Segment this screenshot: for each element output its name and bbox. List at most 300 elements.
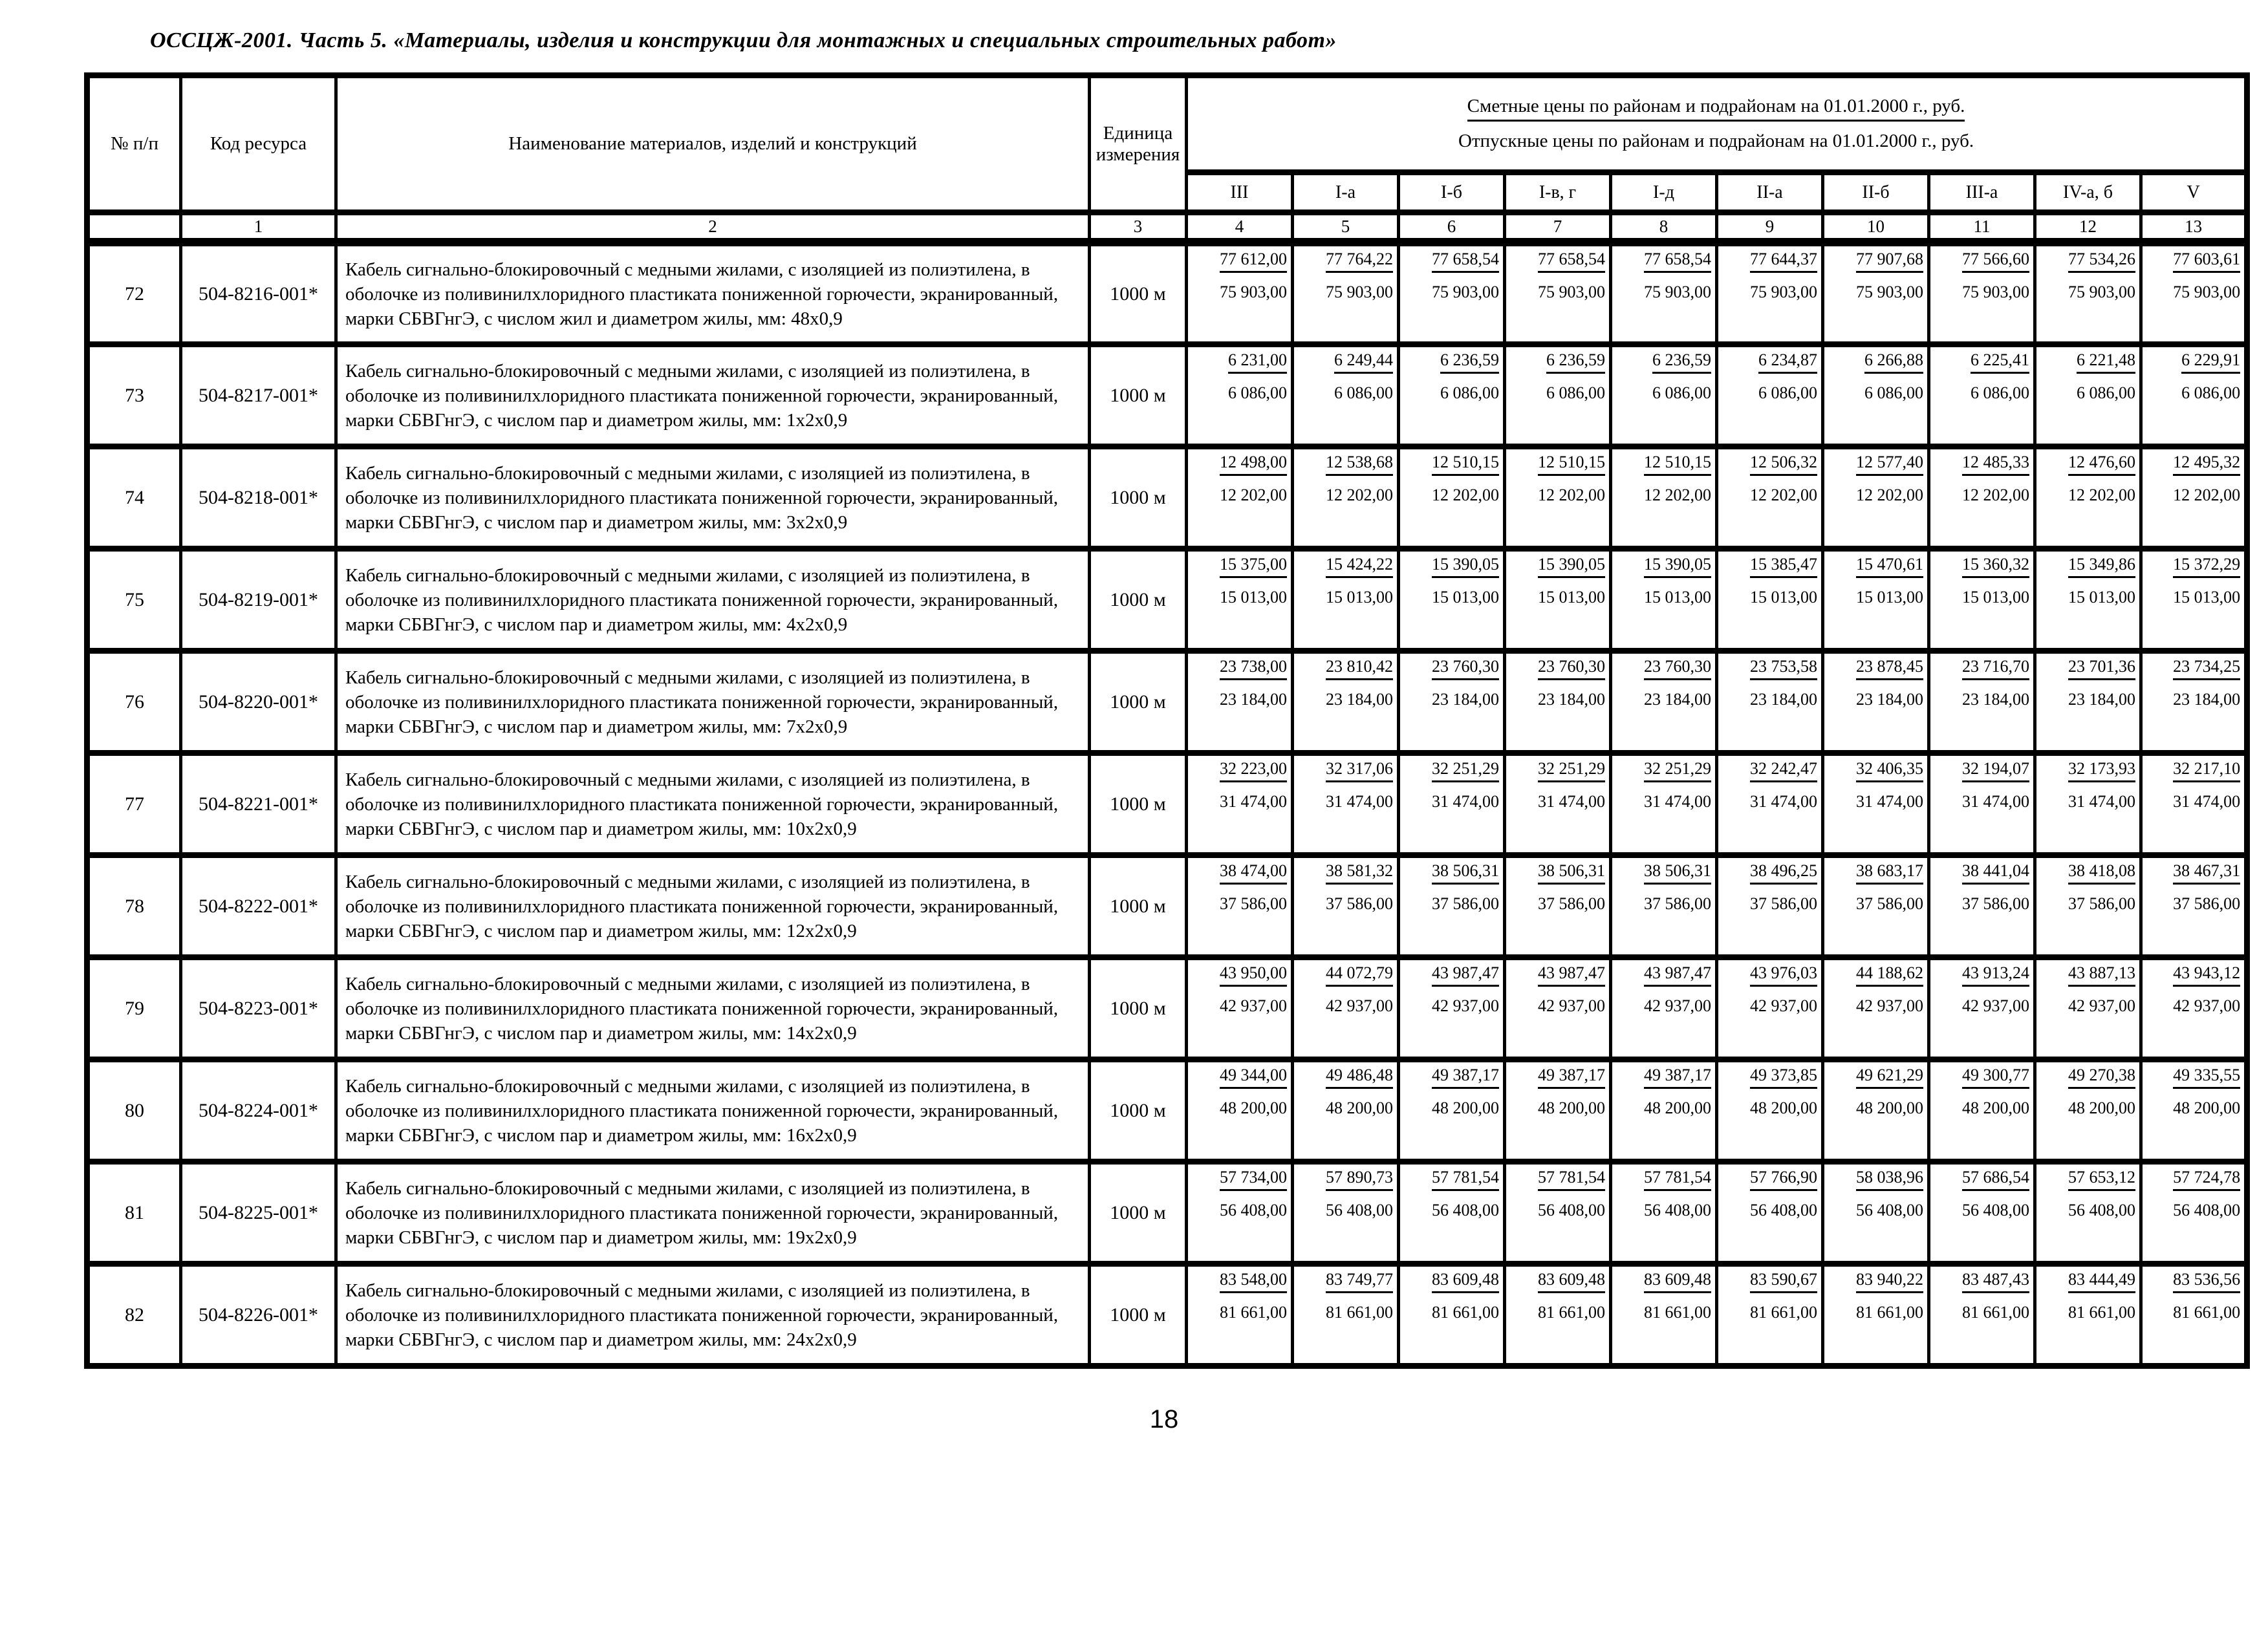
release-price: 37 586,00 xyxy=(1220,894,1287,913)
price-cell xyxy=(1293,345,1399,447)
release-price: 6 086,00 xyxy=(1546,383,1605,402)
price-cell xyxy=(2035,447,2141,549)
table-row xyxy=(87,1264,2247,1366)
release-price: 56 408,00 xyxy=(1644,1201,1711,1219)
estimate-price: 38 683,17 xyxy=(1856,861,1923,885)
release-price: 37 586,00 xyxy=(1326,894,1393,913)
table-row xyxy=(87,345,2247,447)
estimate-price: 49 387,17 xyxy=(1538,1066,1605,1089)
estimate-price: 15 349,86 xyxy=(2068,555,2135,578)
release-price: 42 937,00 xyxy=(1856,996,1923,1015)
price-cell xyxy=(1293,1264,1399,1366)
estimate-price: 77 566,60 xyxy=(1962,250,2029,273)
price-cell xyxy=(1929,958,2035,1060)
estimate-price: 57 653,12 xyxy=(2068,1168,2135,1191)
estimate-price: 49 344,00 xyxy=(1220,1066,1287,1089)
price-cell xyxy=(1399,753,1505,855)
release-price: 56 408,00 xyxy=(1432,1201,1499,1219)
table-row xyxy=(87,447,2247,549)
release-price: 31 474,00 xyxy=(1326,792,1393,811)
estimate-price: 83 444,49 xyxy=(2068,1270,2135,1293)
table-row xyxy=(87,753,2247,855)
district-header: III-а xyxy=(1929,173,2035,213)
row-number-cell: 73 xyxy=(87,345,181,447)
price-cell xyxy=(2035,242,2141,345)
release-price: 12 202,00 xyxy=(2173,486,2241,504)
estimate-price: 77 658,54 xyxy=(1644,250,1711,273)
material-description-cell: Кабель сигнально-блокировочный с медными жилами, с изоляцией из полиэтилена, в оболочке из поливинилхлоридного пластиката пониженной горючести, экранированный, марки СБВГнгЭ, с числом пар и диаметром жилы, мм: 16х2х0,9 xyxy=(336,1060,1090,1162)
column-number-cell: 7 xyxy=(1505,213,1611,242)
release-prices-title: Отпускные цены по районам и подрайонам на 01.01.2000 г., руб. xyxy=(1458,131,1974,151)
price-cell xyxy=(1293,958,1399,1060)
estimate-price: 15 390,05 xyxy=(1432,555,1499,578)
release-price: 12 202,00 xyxy=(1856,486,1923,504)
estimate-price: 43 950,00 xyxy=(1220,963,1287,987)
price-cell xyxy=(1717,958,1823,1060)
estimate-price: 43 887,13 xyxy=(2068,963,2135,987)
release-price: 42 937,00 xyxy=(1326,996,1393,1015)
estimate-price: 77 644,37 xyxy=(1750,250,1817,273)
estimate-price: 15 424,22 xyxy=(1326,555,1393,578)
release-price: 23 184,00 xyxy=(2068,690,2135,709)
release-price: 37 586,00 xyxy=(1644,894,1711,913)
price-cell xyxy=(2035,1060,2141,1162)
release-price: 48 200,00 xyxy=(2068,1099,2135,1117)
district-header: IV-а, б xyxy=(2035,173,2141,213)
price-cell xyxy=(1293,1060,1399,1162)
price-cell xyxy=(1187,651,1293,753)
price-cell xyxy=(1399,242,1505,345)
estimate-price: 32 223,00 xyxy=(1220,759,1287,782)
price-cell xyxy=(1823,345,1929,447)
price-cell xyxy=(1611,549,1717,651)
district-header: I-д xyxy=(1611,173,1717,213)
estimate-price: 12 510,15 xyxy=(1644,453,1711,476)
estimate-price: 15 470,61 xyxy=(1856,555,1923,578)
price-cell xyxy=(2141,855,2247,958)
row-number-cell: 74 xyxy=(87,447,181,549)
release-price: 48 200,00 xyxy=(2173,1099,2241,1117)
release-price: 31 474,00 xyxy=(1962,792,2029,811)
unit-cell: 1000 м xyxy=(1090,651,1187,753)
estimate-price: 38 467,31 xyxy=(2173,861,2240,885)
estimate-price: 6 249,44 xyxy=(1334,350,1393,374)
unit-cell: 1000 м xyxy=(1090,1060,1187,1162)
district-header: II-а xyxy=(1717,173,1823,213)
release-price: 23 184,00 xyxy=(1856,690,1923,709)
price-cell xyxy=(1293,651,1399,753)
material-description-cell: Кабель сигнально-блокировочный с медными жилами, с изоляцией из полиэтилена, в оболочке из поливинилхлоридного пластиката пониженной горючести, экранированный, марки СБВГнгЭ, с числом жил и диаметром жилы, мм: 48х0,9 xyxy=(336,242,1090,345)
price-cell xyxy=(1823,753,1929,855)
release-price: 15 013,00 xyxy=(2173,588,2241,607)
price-cell xyxy=(2141,1264,2247,1366)
estimate-price: 6 234,87 xyxy=(1758,350,1817,374)
material-description-cell: Кабель сигнально-блокировочный с медными жилами, с изоляцией из полиэтилена, в оболочке из поливинилхлоридного пластиката пониженной горючести, экранированный, марки СБВГнгЭ, с числом пар и диаметром жилы, мм: 24х2х0,9 xyxy=(336,1264,1090,1366)
price-cell xyxy=(1293,855,1399,958)
price-cell xyxy=(1293,1162,1399,1264)
estimate-price: 38 496,25 xyxy=(1750,861,1817,885)
estimate-price: 15 390,05 xyxy=(1538,555,1605,578)
estimate-price: 83 609,48 xyxy=(1538,1270,1605,1293)
release-price: 15 013,00 xyxy=(1750,588,1817,607)
release-price: 12 202,00 xyxy=(1326,486,1393,504)
price-cell xyxy=(1505,753,1611,855)
release-price: 31 474,00 xyxy=(2173,792,2241,811)
estimate-price: 49 270,38 xyxy=(2068,1066,2135,1089)
estimate-price: 57 724,78 xyxy=(2173,1168,2240,1191)
price-cell xyxy=(1187,958,1293,1060)
estimate-price: 83 940,22 xyxy=(1856,1270,1923,1293)
release-price: 23 184,00 xyxy=(1538,690,1605,709)
release-price: 6 086,00 xyxy=(2077,383,2135,402)
price-cell xyxy=(1611,651,1717,753)
price-cell xyxy=(1717,651,1823,753)
unit-cell: 1000 м xyxy=(1090,1264,1187,1366)
estimate-prices-title: Сметные цены по районам и подрайонам на 01.01.2000 г., руб. xyxy=(1467,96,1965,122)
price-cell xyxy=(1929,1264,2035,1366)
estimate-price: 38 418,08 xyxy=(2068,861,2135,885)
estimate-price: 32 217,10 xyxy=(2173,759,2240,782)
release-price: 81 661,00 xyxy=(1220,1303,1287,1322)
unit-cell: 1000 м xyxy=(1090,447,1187,549)
price-cell xyxy=(1611,1162,1717,1264)
price-cell xyxy=(1929,1060,2035,1162)
price-cell xyxy=(1611,958,1717,1060)
material-description-cell: Кабель сигнально-блокировочный с медными жилами, с изоляцией из полиэтилена, в оболочке из поливинилхлоридного пластиката пониженной горючести, экранированный, марки СБВГнгЭ, с числом пар и диаметром жилы, мм: 7х2х0,9 xyxy=(336,651,1090,753)
price-cell xyxy=(1399,651,1505,753)
price-cell xyxy=(1929,345,2035,447)
price-cell xyxy=(2141,753,2247,855)
price-cell xyxy=(1187,855,1293,958)
estimate-price: 12 498,00 xyxy=(1220,453,1287,476)
column-number-cell: 2 xyxy=(336,213,1090,242)
col-header-name: Наименование материалов, изделий и конструкций xyxy=(336,76,1090,213)
unit-cell: 1000 м xyxy=(1090,958,1187,1060)
release-price: 31 474,00 xyxy=(1220,792,1287,811)
estimate-price: 77 658,54 xyxy=(1538,250,1605,273)
unit-cell: 1000 м xyxy=(1090,549,1187,651)
price-cell xyxy=(1399,447,1505,549)
table-row xyxy=(87,651,2247,753)
price-cell xyxy=(1823,549,1929,651)
price-cell xyxy=(1929,855,2035,958)
material-description-cell: Кабель сигнально-блокировочный с медными жилами, с изоляцией из полиэтилена, в оболочке из поливинилхлоридного пластиката пониженной горючести, экранированный, марки СБВГнгЭ, с числом пар и диаметром жилы, мм: 4х2х0,9 xyxy=(336,549,1090,651)
table-row xyxy=(87,855,2247,958)
estimate-price: 12 506,32 xyxy=(1750,453,1817,476)
resource-code-cell: 504-8216-001* xyxy=(181,242,336,345)
release-price: 23 184,00 xyxy=(1644,690,1711,709)
price-cell xyxy=(1823,1162,1929,1264)
estimate-price: 83 487,43 xyxy=(1962,1270,2029,1293)
estimate-price: 83 548,00 xyxy=(1220,1270,1287,1293)
price-cell xyxy=(1611,753,1717,855)
column-number-cell: 5 xyxy=(1293,213,1399,242)
price-cell xyxy=(1399,549,1505,651)
release-price: 31 474,00 xyxy=(1750,792,1817,811)
release-price: 48 200,00 xyxy=(1750,1099,1817,1117)
price-cell xyxy=(1929,242,2035,345)
estimate-price: 44 188,62 xyxy=(1856,963,1923,987)
release-price: 81 661,00 xyxy=(1326,1303,1393,1322)
release-price: 42 937,00 xyxy=(1538,996,1605,1015)
estimate-price: 83 609,48 xyxy=(1432,1270,1499,1293)
release-price: 23 184,00 xyxy=(1220,690,1287,709)
price-cell xyxy=(1399,855,1505,958)
district-header: III xyxy=(1187,173,1293,213)
price-cell xyxy=(2035,345,2141,447)
price-cell xyxy=(1187,242,1293,345)
release-price: 15 013,00 xyxy=(1326,588,1393,607)
estimate-price: 12 577,40 xyxy=(1856,453,1923,476)
estimate-price: 43 987,47 xyxy=(1432,963,1499,987)
price-cell xyxy=(1187,753,1293,855)
release-price: 6 086,00 xyxy=(1440,383,1499,402)
price-cell xyxy=(2141,958,2247,1060)
price-cell xyxy=(2141,549,2247,651)
release-price: 15 013,00 xyxy=(2068,588,2135,607)
estimate-price: 83 536,56 xyxy=(2173,1270,2240,1293)
release-price: 56 408,00 xyxy=(1326,1201,1393,1219)
document-title: ОССЦЖ-2001. Часть 5. «Материалы, изделия и конструкции для монтажных и специальных строительных работ» xyxy=(150,28,1337,52)
price-cell xyxy=(2141,1060,2247,1162)
col-header-unit: Единица измерения xyxy=(1090,76,1187,213)
estimate-price: 6 236,59 xyxy=(1440,350,1499,374)
estimate-price: 49 335,55 xyxy=(2173,1066,2240,1089)
release-price: 75 903,00 xyxy=(1432,283,1499,301)
release-price: 12 202,00 xyxy=(1644,486,1711,504)
estimate-price: 6 236,59 xyxy=(1652,350,1711,374)
material-description-cell: Кабель сигнально-блокировочный с медными жилами, с изоляцией из полиэтилена, в оболочке из поливинилхлоридного пластиката пониженной горючести, экранированный, марки СБВГнгЭ, с числом пар и диаметром жилы, мм: 14х2х0,9 xyxy=(336,958,1090,1060)
estimate-price: 44 072,79 xyxy=(1326,963,1393,987)
material-description-cell: Кабель сигнально-блокировочный с медными жилами, с изоляцией из полиэтилена, в оболочке из поливинилхлоридного пластиката пониженной горючести, экранированный, марки СБВГнгЭ, с числом пар и диаметром жилы, мм: 1х2х0,9 xyxy=(336,345,1090,447)
price-cell xyxy=(1823,1060,1929,1162)
price-cell xyxy=(1505,447,1611,549)
column-number-cell: 12 xyxy=(2035,213,2141,242)
release-price: 75 903,00 xyxy=(1962,283,2029,301)
estimate-price: 32 251,29 xyxy=(1432,759,1499,782)
estimate-price: 49 387,17 xyxy=(1644,1066,1711,1089)
release-price: 6 086,00 xyxy=(1971,383,2029,402)
release-price: 48 200,00 xyxy=(1220,1099,1287,1117)
estimate-price: 38 506,31 xyxy=(1432,861,1499,885)
price-cell xyxy=(1293,447,1399,549)
estimate-price: 43 943,12 xyxy=(2173,963,2240,987)
estimate-price: 77 658,54 xyxy=(1432,250,1499,273)
column-number-cell: 4 xyxy=(1187,213,1293,242)
estimate-price: 43 987,47 xyxy=(1538,963,1605,987)
release-price: 31 474,00 xyxy=(1538,792,1605,811)
release-price: 42 937,00 xyxy=(2068,996,2135,1015)
estimate-price: 15 390,05 xyxy=(1644,555,1711,578)
release-price: 42 937,00 xyxy=(1220,996,1287,1015)
estimate-price: 23 738,00 xyxy=(1220,657,1287,680)
price-cell xyxy=(2141,651,2247,753)
release-price: 12 202,00 xyxy=(1538,486,1605,504)
release-price: 23 184,00 xyxy=(1962,690,2029,709)
release-price: 75 903,00 xyxy=(1750,283,1817,301)
unit-cell: 1000 м xyxy=(1090,242,1187,345)
resource-code-cell: 504-8222-001* xyxy=(181,855,336,958)
row-number-cell: 72 xyxy=(87,242,181,345)
release-price: 81 661,00 xyxy=(1538,1303,1605,1322)
column-number-cell: 11 xyxy=(1929,213,2035,242)
estimate-price: 12 495,32 xyxy=(2173,453,2240,476)
release-price: 75 903,00 xyxy=(1220,283,1287,301)
release-price: 56 408,00 xyxy=(2173,1201,2241,1219)
price-cell xyxy=(1187,1060,1293,1162)
release-price: 6 086,00 xyxy=(1652,383,1711,402)
estimate-price: 43 976,03 xyxy=(1750,963,1817,987)
estimate-price: 32 194,07 xyxy=(1962,759,2029,782)
estimate-price: 77 907,68 xyxy=(1856,250,1923,273)
district-header: II-б xyxy=(1823,173,1929,213)
release-price: 48 200,00 xyxy=(1962,1099,2029,1117)
estimate-price: 6 225,41 xyxy=(1971,350,2029,374)
release-price: 15 013,00 xyxy=(1856,588,1923,607)
release-price: 75 903,00 xyxy=(1644,283,1711,301)
table-row xyxy=(87,1060,2247,1162)
estimate-price: 49 387,17 xyxy=(1432,1066,1499,1089)
release-price: 12 202,00 xyxy=(1962,486,2029,504)
price-cell xyxy=(1823,651,1929,753)
price-group-header xyxy=(1187,76,2247,173)
estimate-price: 83 749,77 xyxy=(1326,1270,1393,1293)
release-price: 75 903,00 xyxy=(2173,283,2241,301)
column-number-cell xyxy=(87,213,181,242)
row-number-cell: 76 xyxy=(87,651,181,753)
price-cell xyxy=(1187,549,1293,651)
estimate-price: 32 242,47 xyxy=(1750,759,1817,782)
unit-cell: 1000 м xyxy=(1090,345,1187,447)
column-number-cell: 10 xyxy=(1823,213,1929,242)
release-price: 37 586,00 xyxy=(1750,894,1817,913)
estimate-price: 15 375,00 xyxy=(1220,555,1287,578)
estimate-price: 6 221,48 xyxy=(2077,350,2135,374)
release-price: 37 586,00 xyxy=(1432,894,1499,913)
release-price: 48 200,00 xyxy=(1644,1099,1711,1117)
price-cell xyxy=(1187,345,1293,447)
price-cell xyxy=(1929,651,2035,753)
district-header: I-в, г xyxy=(1505,173,1611,213)
resource-code-cell: 504-8220-001* xyxy=(181,651,336,753)
release-price: 31 474,00 xyxy=(1856,792,1923,811)
release-price: 56 408,00 xyxy=(1856,1201,1923,1219)
estimate-price: 6 231,00 xyxy=(1228,350,1287,374)
estimate-price: 32 406,35 xyxy=(1856,759,1923,782)
estimate-price: 32 251,29 xyxy=(1538,759,1605,782)
column-number-cell: 8 xyxy=(1611,213,1717,242)
release-price: 15 013,00 xyxy=(1962,588,2029,607)
estimate-price: 57 686,54 xyxy=(1962,1168,2029,1191)
price-cell xyxy=(1293,549,1399,651)
price-cell xyxy=(1823,447,1929,549)
estimate-price: 83 609,48 xyxy=(1644,1270,1711,1293)
release-price: 23 184,00 xyxy=(1432,690,1499,709)
district-header: I-б xyxy=(1399,173,1505,213)
material-description-cell: Кабель сигнально-блокировочный с медными жилами, с изоляцией из полиэтилена, в оболочке из поливинилхлоридного пластиката пониженной горючести, экранированный, марки СБВГнгЭ, с числом пар и диаметром жилы, мм: 12х2х0,9 xyxy=(336,855,1090,958)
pricing-table xyxy=(84,72,2250,1369)
price-cell xyxy=(1505,345,1611,447)
material-description-cell: Кабель сигнально-блокировочный с медными жилами, с изоляцией из полиэтилена, в оболочке из поливинилхлоридного пластиката пониженной горючести, экранированный, марки СБВГнгЭ, с числом пар и диаметром жилы, мм: 3х2х0,9 xyxy=(336,447,1090,549)
estimate-price: 15 372,29 xyxy=(2173,555,2240,578)
release-price: 81 661,00 xyxy=(1856,1303,1923,1322)
row-number-cell: 80 xyxy=(87,1060,181,1162)
price-cell xyxy=(2035,855,2141,958)
price-cell xyxy=(1717,447,1823,549)
table-row xyxy=(87,242,2247,345)
release-price: 31 474,00 xyxy=(2068,792,2135,811)
estimate-price: 6 229,91 xyxy=(2181,350,2240,374)
estimate-price: 23 760,30 xyxy=(1644,657,1711,680)
price-cell xyxy=(1717,1264,1823,1366)
price-cell xyxy=(1717,549,1823,651)
price-cell xyxy=(2141,1162,2247,1264)
release-price: 15 013,00 xyxy=(1538,588,1605,607)
estimate-price: 23 753,58 xyxy=(1750,657,1817,680)
release-price: 23 184,00 xyxy=(1326,690,1393,709)
price-cell xyxy=(1929,1162,2035,1264)
resource-code-cell: 504-8223-001* xyxy=(181,958,336,1060)
row-number-cell: 78 xyxy=(87,855,181,958)
release-price: 56 408,00 xyxy=(1750,1201,1817,1219)
release-price: 48 200,00 xyxy=(1326,1099,1393,1117)
row-number-cell: 75 xyxy=(87,549,181,651)
estimate-price: 77 603,61 xyxy=(2173,250,2240,273)
estimate-price: 38 474,00 xyxy=(1220,861,1287,885)
release-price: 42 937,00 xyxy=(1750,996,1817,1015)
estimate-price: 58 038,96 xyxy=(1856,1168,1923,1191)
estimate-price: 23 810,42 xyxy=(1326,657,1393,680)
price-cell xyxy=(1505,242,1611,345)
price-cell xyxy=(1505,1264,1611,1366)
column-number-cell: 1 xyxy=(181,213,336,242)
price-cell xyxy=(2035,958,2141,1060)
price-cell xyxy=(2035,651,2141,753)
release-price: 42 937,00 xyxy=(1432,996,1499,1015)
unit-cell: 1000 м xyxy=(1090,753,1187,855)
estimate-price: 57 781,54 xyxy=(1644,1168,1711,1191)
column-number-cell: 9 xyxy=(1717,213,1823,242)
row-number-cell: 82 xyxy=(87,1264,181,1366)
price-cell xyxy=(2141,447,2247,549)
estimate-price: 6 266,88 xyxy=(1864,350,1923,374)
price-cell xyxy=(1187,1264,1293,1366)
column-number-cell: 13 xyxy=(2141,213,2247,242)
price-cell xyxy=(1717,242,1823,345)
price-cell xyxy=(1823,855,1929,958)
estimate-price: 23 878,45 xyxy=(1856,657,1923,680)
release-price: 37 586,00 xyxy=(2068,894,2135,913)
estimate-price: 23 760,30 xyxy=(1432,657,1499,680)
estimate-price: 57 781,54 xyxy=(1538,1168,1605,1191)
price-cell xyxy=(2141,242,2247,345)
price-cell xyxy=(1611,1060,1717,1162)
price-cell xyxy=(1823,1264,1929,1366)
estimate-price: 6 236,59 xyxy=(1546,350,1605,374)
price-cell xyxy=(1717,1060,1823,1162)
estimate-price: 57 766,90 xyxy=(1750,1168,1817,1191)
row-number-cell: 77 xyxy=(87,753,181,855)
price-cell xyxy=(1611,447,1717,549)
price-cell xyxy=(1717,753,1823,855)
release-price: 12 202,00 xyxy=(2068,486,2135,504)
price-cell xyxy=(1399,1060,1505,1162)
price-cell xyxy=(1717,1162,1823,1264)
estimate-price: 38 441,04 xyxy=(1962,861,2029,885)
estimate-price: 12 510,15 xyxy=(1538,453,1605,476)
col-header-npp: № п/п xyxy=(87,76,181,213)
material-description-cell: Кабель сигнально-блокировочный с медными жилами, с изоляцией из полиэтилена, в оболочке из поливинилхлоридного пластиката пониженной горючести, экранированный, марки СБВГнгЭ, с числом пар и диаметром жилы, мм: 19х2х0,9 xyxy=(336,1162,1090,1264)
